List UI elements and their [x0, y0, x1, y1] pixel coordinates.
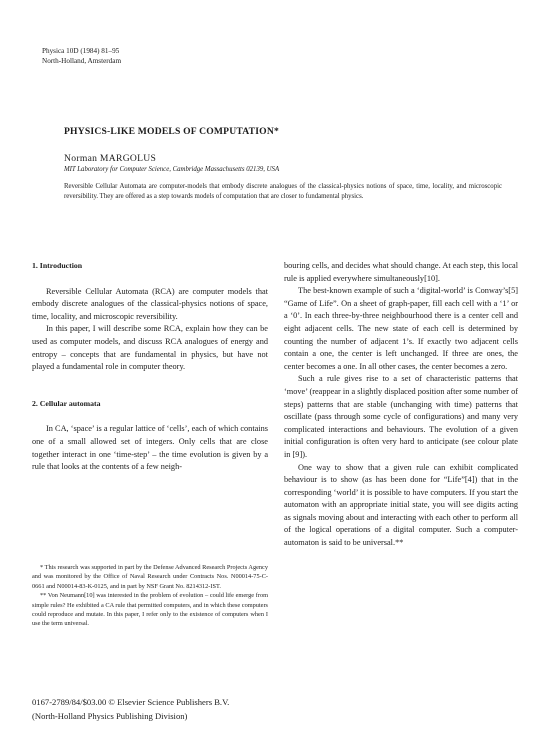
paragraph: Reversible Cellular Automata (RCA) are computer models that embody discrete analogues of the classical-physics notions of space, time, locality, and microscopic reversibility. — [32, 286, 268, 321]
paragraph: The best-known example of such a ‘digital-world’ is Conway’s[5] “Game of Life”. On a sheet of graph-paper, fill each cell with a ‘1’ or a ‘0’. In each three-by-three neighbourhood there is a center cell and eight adjacent cells. The new state of each cell is determined by counting the number of adjacent 1’s. If exactly two adjacent cells contain a one, the center is left unchanged. If three are ones, the center becomes a one. In all other cases, the center becomes a zero. — [284, 286, 518, 371]
paragraph: bouring cells, and decides what should change. At each step, this local rule is applied everywhere simultaneously[10]. — [284, 261, 518, 283]
section-heading: 2. Cellular automata — [32, 398, 101, 408]
author-affiliation: MIT Laboratory for Computer Science, Cambridge Massachusetts 02139, USA — [64, 166, 280, 173]
publisher-location: North-Holland, Amsterdam — [42, 57, 122, 65]
footnotes — [32, 563, 268, 629]
journal-header — [42, 46, 121, 66]
footnote: * This research was supported in part by the Defense Advanced Research Projects Agency and was monitored by the Office of Naval Research under Contracts Nos. N00014-75-C-0661 and N00014-83-K-0125, and in part by NSF Grant No. 8214312-IST. — [32, 564, 268, 590]
left-column — [32, 260, 268, 474]
paragraph: In CA, ‘space’ is a regular lattice of ‘cells’, each of which contains one of a small allowed set of integers. Only cells that are close together interact in one ‘time-step’ – the time evolution is given by a rule that looks at the contents of a few neigh- — [32, 424, 268, 472]
article-title: PHYSICS-LIKE MODELS OF COMPUTATION* — [64, 126, 279, 137]
section-heading: 1. Introduction — [32, 261, 83, 270]
issn-copyright: 0167-2789/84/$03.00 © Elsevier Science Publishers B.V. — [32, 697, 230, 707]
journal-citation: Physica 10D (1984) 81–95 — [42, 47, 120, 55]
footnote: ** Von Neumann[10] was interested in the problem of evolution – could life emerge from simple rules? He exhibited a CA rule that permitted computers, and in which these computers could reproduce and mutate. In this paper, I refer only to the existence of computers when I use the term universal. — [32, 592, 268, 628]
paragraph: One way to show that a given rule can exhibit complicated behaviour is to show (as has been done for “Life”[4]) that in the corresponding ‘world’ it is possible to have computers. If you start the automaton with an appropriate initial state, you will see digits acting as signals moving about and interacting with each other to perform all of the logical operations of a digital computer. Such a computer-automaton is said to be universal.** — [284, 462, 518, 548]
paragraph: In this paper, I will describe some RCA, explain how they can be used as computer models, and discuss RCA analogues of energy and entropy – concepts that are fundamental in physics, but have not played a fundamental role in computer theory. — [32, 324, 268, 372]
abstract: Reversible Cellular Automata are computer-models that embody discrete analogues of the classical-physics notions of space, time, locality, and microscopic reversibility. They are offered as a step towards models of computation that are closer to fundamental physics. — [64, 183, 502, 201]
author-name: Norman MARGOLUS — [64, 153, 157, 164]
paragraph: Such a rule gives rise to a set of characteristic patterns that ‘move’ (reappear in a slightly displaced position after some number of steps) patterns that are stable (unchanging with time) patterns that oscillate (pass through some cycle of configurations) and many very complicated interactions and behaviours. The evolution of a given initial configuration is often very hard to anticipate (see colour plate in [9]). — [284, 374, 518, 459]
publisher-notice — [32, 696, 229, 723]
publisher-division: (North-Holland Physics Publishing Division) — [32, 710, 188, 721]
right-column — [284, 260, 518, 550]
